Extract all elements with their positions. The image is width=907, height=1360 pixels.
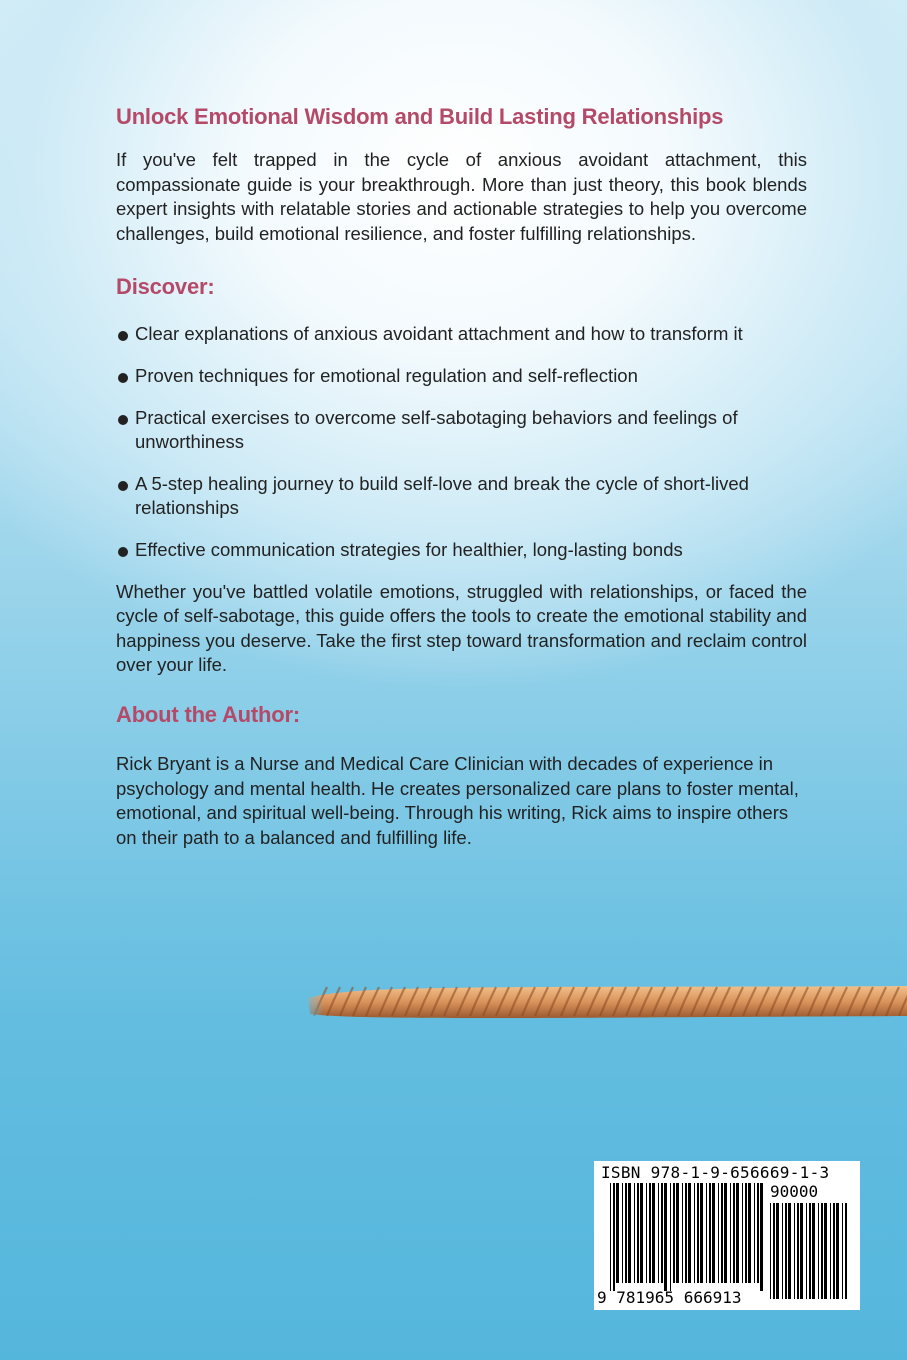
bullet-icon bbox=[118, 373, 128, 383]
headline: Unlock Emotional Wisdom and Build Lasting Relationships bbox=[116, 104, 724, 129]
barcode-bars bbox=[610, 1183, 764, 1291]
closing-paragraph: Whether you've battled volatile emotions, struggled with relationships, or faced the cycle of self-sabotage, this guide offers the tools to create the emotional stability and happiness you deserve. Take the first step toward transformation and reclaim control over your life. bbox=[116, 580, 807, 676]
bullet-icon bbox=[118, 415, 128, 425]
barcode-addon-bars bbox=[770, 1203, 850, 1299]
list-item-text: A 5-step healing journey to build self-love and break the cycle of short-lived relationships bbox=[135, 472, 749, 519]
author-bio: Rick Bryant is a Nurse and Medical Care Clinician with decades of experience in psychology and mental health. He creates personalized care plans to foster mental, emotional, and spiritual well-being. Through his writing, Rick aims to inspire others on their path to a balanced and fulfilling life. bbox=[116, 752, 799, 848]
price-code: 90000 bbox=[770, 1182, 819, 1201]
list-item bbox=[116, 364, 807, 389]
discover-list bbox=[116, 322, 807, 562]
list-item bbox=[116, 406, 807, 455]
list-item bbox=[116, 322, 807, 347]
list-item-text: Proven techniques for emotional regulation and self-reflection bbox=[135, 364, 638, 386]
list-item bbox=[116, 538, 807, 563]
isbn-barcode bbox=[594, 1161, 860, 1310]
ean-digits: 9 781965 666913 bbox=[597, 1288, 742, 1307]
discover-heading: Discover: bbox=[116, 274, 215, 300]
list-item-text: Clear explanations of anxious avoidant attachment and how to transform it bbox=[135, 323, 743, 345]
list-item-text: Practical exercises to overcome self-sabotaging behaviors and feelings of unworthiness bbox=[135, 406, 738, 453]
list-item bbox=[116, 472, 807, 521]
cover-text bbox=[116, 104, 807, 850]
list-item-text: Effective communication strategies for healthier, long-lasting bonds bbox=[135, 538, 683, 560]
isbn-label: ISBN 978-1-9-656669-1-3 bbox=[601, 1163, 830, 1182]
rope-illustration bbox=[300, 970, 907, 1030]
bullet-icon bbox=[118, 481, 128, 491]
author-heading: About the Author: bbox=[116, 701, 300, 727]
bullet-icon bbox=[118, 547, 128, 557]
intro-paragraph: If you've felt trapped in the cycle of anxious avoidant attachment, this compassionate guide is your breakthrough. More than just theory, this book blends expert insights with relatable stories and actionable strategies to help you overcome challenges, build emotional resilience, and foster fulfilling relationships. bbox=[116, 149, 807, 244]
bullet-icon bbox=[118, 331, 128, 341]
